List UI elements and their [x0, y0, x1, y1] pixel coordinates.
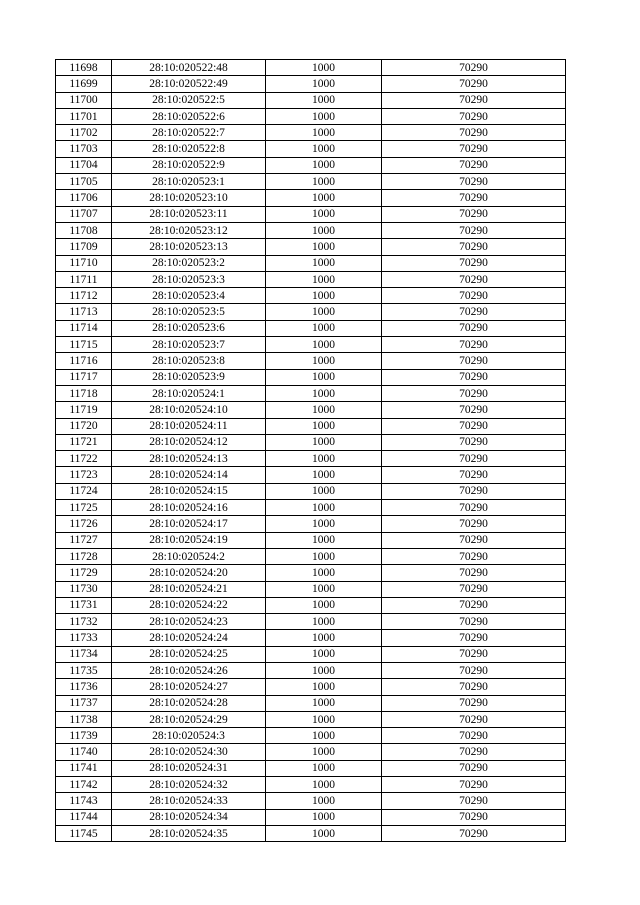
area-cell: 1000	[266, 141, 382, 157]
value-cell: 70290	[382, 809, 566, 825]
value-cell: 70290	[382, 320, 566, 336]
area-cell: 1000	[266, 157, 382, 173]
cadastral-number-cell: 28:10:020522:9	[112, 157, 266, 173]
area-cell: 1000	[266, 630, 382, 646]
row-number-cell: 11706	[56, 190, 112, 206]
area-cell: 1000	[266, 418, 382, 434]
value-cell: 70290	[382, 728, 566, 744]
table-row	[56, 581, 566, 597]
area-cell: 1000	[266, 483, 382, 499]
table-row	[56, 125, 566, 141]
area-cell: 1000	[266, 825, 382, 841]
area-cell: 1000	[266, 304, 382, 320]
cadastral-number-cell: 28:10:020522:7	[112, 125, 266, 141]
cadastral-number-cell: 28:10:020524:33	[112, 793, 266, 809]
area-cell: 1000	[266, 288, 382, 304]
value-cell: 70290	[382, 222, 566, 238]
value-cell: 70290	[382, 711, 566, 727]
area-cell: 1000	[266, 369, 382, 385]
area-cell: 1000	[266, 255, 382, 271]
value-cell: 70290	[382, 467, 566, 483]
table-row	[56, 190, 566, 206]
row-number-cell: 11710	[56, 255, 112, 271]
row-number-cell: 11714	[56, 320, 112, 336]
cadastral-number-cell: 28:10:020522:49	[112, 76, 266, 92]
value-cell: 70290	[382, 825, 566, 841]
cadastral-number-cell: 28:10:020524:25	[112, 646, 266, 662]
value-cell: 70290	[382, 60, 566, 76]
value-cell: 70290	[382, 565, 566, 581]
table-row	[56, 532, 566, 548]
row-number-cell: 11707	[56, 206, 112, 222]
row-number-cell: 11704	[56, 157, 112, 173]
area-cell: 1000	[266, 108, 382, 124]
value-cell: 70290	[382, 288, 566, 304]
row-number-cell: 11699	[56, 76, 112, 92]
table-row	[56, 288, 566, 304]
area-cell: 1000	[266, 532, 382, 548]
value-cell: 70290	[382, 793, 566, 809]
area-cell: 1000	[266, 125, 382, 141]
row-number-cell: 11729	[56, 565, 112, 581]
table-row	[56, 646, 566, 662]
table-row	[56, 385, 566, 401]
cadastral-number-cell: 28:10:020523:10	[112, 190, 266, 206]
row-number-cell: 11716	[56, 353, 112, 369]
area-cell: 1000	[266, 728, 382, 744]
area-cell: 1000	[266, 695, 382, 711]
row-number-cell: 11705	[56, 174, 112, 190]
table-row	[56, 60, 566, 76]
cadastral-number-cell: 28:10:020524:32	[112, 777, 266, 793]
row-number-cell: 11702	[56, 125, 112, 141]
value-cell: 70290	[382, 614, 566, 630]
table-row	[56, 239, 566, 255]
value-cell: 70290	[382, 76, 566, 92]
table-row	[56, 760, 566, 776]
value-cell: 70290	[382, 206, 566, 222]
cadastral-number-cell: 28:10:020523:6	[112, 320, 266, 336]
table-row	[56, 337, 566, 353]
value-cell: 70290	[382, 402, 566, 418]
cadastral-number-cell: 28:10:020524:11	[112, 418, 266, 434]
area-cell: 1000	[266, 353, 382, 369]
row-number-cell: 11698	[56, 60, 112, 76]
area-cell: 1000	[266, 271, 382, 287]
area-cell: 1000	[266, 679, 382, 695]
value-cell: 70290	[382, 190, 566, 206]
value-cell: 70290	[382, 679, 566, 695]
table-row	[56, 728, 566, 744]
area-cell: 1000	[266, 434, 382, 450]
row-number-cell: 11711	[56, 271, 112, 287]
table-row	[56, 76, 566, 92]
value-cell: 70290	[382, 125, 566, 141]
row-number-cell: 11703	[56, 141, 112, 157]
table-row	[56, 467, 566, 483]
cadastral-number-cell: 28:10:020524:2	[112, 548, 266, 564]
value-cell: 70290	[382, 353, 566, 369]
row-number-cell: 11700	[56, 92, 112, 108]
table-row	[56, 630, 566, 646]
value-cell: 70290	[382, 434, 566, 450]
table-row	[56, 255, 566, 271]
table-row	[56, 679, 566, 695]
table-row	[56, 500, 566, 516]
value-cell: 70290	[382, 418, 566, 434]
table-row	[56, 483, 566, 499]
value-cell: 70290	[382, 271, 566, 287]
table-row	[56, 206, 566, 222]
value-cell: 70290	[382, 483, 566, 499]
area-cell: 1000	[266, 402, 382, 418]
row-number-cell: 11719	[56, 402, 112, 418]
row-number-cell: 11717	[56, 369, 112, 385]
value-cell: 70290	[382, 174, 566, 190]
table-row	[56, 304, 566, 320]
area-cell: 1000	[266, 711, 382, 727]
value-cell: 70290	[382, 548, 566, 564]
table-row	[56, 451, 566, 467]
value-cell: 70290	[382, 630, 566, 646]
table-row	[56, 744, 566, 760]
area-cell: 1000	[266, 565, 382, 581]
row-number-cell: 11718	[56, 385, 112, 401]
table-row	[56, 402, 566, 418]
cadastral-number-cell: 28:10:020523:3	[112, 271, 266, 287]
cadastral-number-cell: 28:10:020524:34	[112, 809, 266, 825]
row-number-cell: 11720	[56, 418, 112, 434]
row-number-cell: 11724	[56, 483, 112, 499]
row-number-cell: 11725	[56, 500, 112, 516]
cadastral-number-cell: 28:10:020524:17	[112, 516, 266, 532]
table-row	[56, 565, 566, 581]
area-cell: 1000	[266, 581, 382, 597]
row-number-cell: 11733	[56, 630, 112, 646]
area-cell: 1000	[266, 777, 382, 793]
area-cell: 1000	[266, 467, 382, 483]
row-number-cell: 11732	[56, 614, 112, 630]
table-row	[56, 222, 566, 238]
cadastral-number-cell: 28:10:020523:4	[112, 288, 266, 304]
cadastral-number-cell: 28:10:020524:23	[112, 614, 266, 630]
area-cell: 1000	[266, 337, 382, 353]
area-cell: 1000	[266, 597, 382, 613]
value-cell: 70290	[382, 451, 566, 467]
value-cell: 70290	[382, 304, 566, 320]
area-cell: 1000	[266, 662, 382, 678]
value-cell: 70290	[382, 500, 566, 516]
cadastral-number-cell: 28:10:020524:24	[112, 630, 266, 646]
cadastral-number-cell: 28:10:020524:12	[112, 434, 266, 450]
table-row	[56, 548, 566, 564]
table-row	[56, 174, 566, 190]
row-number-cell: 11731	[56, 597, 112, 613]
cadastral-number-cell: 28:10:020524:20	[112, 565, 266, 581]
table-row	[56, 353, 566, 369]
data-table	[55, 59, 566, 842]
cadastral-number-cell: 28:10:020524:14	[112, 467, 266, 483]
value-cell: 70290	[382, 777, 566, 793]
row-number-cell: 11709	[56, 239, 112, 255]
table-row	[56, 825, 566, 841]
area-cell: 1000	[266, 548, 382, 564]
cadastral-number-cell: 28:10:020523:8	[112, 353, 266, 369]
table-row	[56, 108, 566, 124]
table-row	[56, 695, 566, 711]
row-number-cell: 11734	[56, 646, 112, 662]
row-number-cell: 11743	[56, 793, 112, 809]
value-cell: 70290	[382, 255, 566, 271]
cadastral-number-cell: 28:10:020523:13	[112, 239, 266, 255]
row-number-cell: 11722	[56, 451, 112, 467]
cadastral-number-cell: 28:10:020524:3	[112, 728, 266, 744]
row-number-cell: 11728	[56, 548, 112, 564]
table-row	[56, 157, 566, 173]
table-row	[56, 711, 566, 727]
table-row	[56, 597, 566, 613]
area-cell: 1000	[266, 760, 382, 776]
cadastral-number-cell: 28:10:020524:31	[112, 760, 266, 776]
area-cell: 1000	[266, 76, 382, 92]
cadastral-number-cell: 28:10:020524:21	[112, 581, 266, 597]
table-row	[56, 793, 566, 809]
cadastral-number-cell: 28:10:020524:27	[112, 679, 266, 695]
row-number-cell: 11741	[56, 760, 112, 776]
cadastral-number-cell: 28:10:020524:19	[112, 532, 266, 548]
cadastral-number-cell: 28:10:020524:22	[112, 597, 266, 613]
row-number-cell: 11723	[56, 467, 112, 483]
table-row	[56, 92, 566, 108]
row-number-cell: 11735	[56, 662, 112, 678]
row-number-cell: 11727	[56, 532, 112, 548]
value-cell: 70290	[382, 108, 566, 124]
row-number-cell: 11744	[56, 809, 112, 825]
area-cell: 1000	[266, 190, 382, 206]
cadastral-number-cell: 28:10:020524:26	[112, 662, 266, 678]
area-cell: 1000	[266, 174, 382, 190]
cadastral-number-cell: 28:10:020524:29	[112, 711, 266, 727]
row-number-cell: 11742	[56, 777, 112, 793]
cadastral-number-cell: 28:10:020523:7	[112, 337, 266, 353]
cadastral-number-cell: 28:10:020524:30	[112, 744, 266, 760]
table-row	[56, 777, 566, 793]
row-number-cell: 11701	[56, 108, 112, 124]
row-number-cell: 11737	[56, 695, 112, 711]
cadastral-number-cell: 28:10:020524:1	[112, 385, 266, 401]
cadastral-number-cell: 28:10:020523:12	[112, 222, 266, 238]
table-row	[56, 434, 566, 450]
table-row	[56, 141, 566, 157]
value-cell: 70290	[382, 662, 566, 678]
cadastral-number-cell: 28:10:020523:1	[112, 174, 266, 190]
table-row	[56, 516, 566, 532]
area-cell: 1000	[266, 744, 382, 760]
table-row	[56, 369, 566, 385]
cadastral-number-cell: 28:10:020524:13	[112, 451, 266, 467]
row-number-cell: 11736	[56, 679, 112, 695]
row-number-cell: 11721	[56, 434, 112, 450]
area-cell: 1000	[266, 92, 382, 108]
cadastral-number-cell: 28:10:020524:10	[112, 402, 266, 418]
value-cell: 70290	[382, 157, 566, 173]
cadastral-number-cell: 28:10:020522:5	[112, 92, 266, 108]
value-cell: 70290	[382, 646, 566, 662]
row-number-cell: 11712	[56, 288, 112, 304]
area-cell: 1000	[266, 809, 382, 825]
cadastral-number-cell: 28:10:020524:35	[112, 825, 266, 841]
table-row	[56, 662, 566, 678]
row-number-cell: 11738	[56, 711, 112, 727]
area-cell: 1000	[266, 222, 382, 238]
area-cell: 1000	[266, 60, 382, 76]
cadastral-number-cell: 28:10:020523:9	[112, 369, 266, 385]
row-number-cell: 11708	[56, 222, 112, 238]
area-cell: 1000	[266, 500, 382, 516]
area-cell: 1000	[266, 646, 382, 662]
value-cell: 70290	[382, 581, 566, 597]
cadastral-number-cell: 28:10:020523:2	[112, 255, 266, 271]
area-cell: 1000	[266, 614, 382, 630]
value-cell: 70290	[382, 141, 566, 157]
row-number-cell: 11713	[56, 304, 112, 320]
table-row	[56, 320, 566, 336]
value-cell: 70290	[382, 744, 566, 760]
table-row	[56, 418, 566, 434]
value-cell: 70290	[382, 516, 566, 532]
cadastral-number-cell: 28:10:020523:11	[112, 206, 266, 222]
area-cell: 1000	[266, 793, 382, 809]
cadastral-number-cell: 28:10:020523:5	[112, 304, 266, 320]
row-number-cell: 11726	[56, 516, 112, 532]
area-cell: 1000	[266, 239, 382, 255]
value-cell: 70290	[382, 695, 566, 711]
row-number-cell: 11740	[56, 744, 112, 760]
value-cell: 70290	[382, 385, 566, 401]
cadastral-number-cell: 28:10:020524:16	[112, 500, 266, 516]
area-cell: 1000	[266, 385, 382, 401]
area-cell: 1000	[266, 206, 382, 222]
area-cell: 1000	[266, 451, 382, 467]
value-cell: 70290	[382, 760, 566, 776]
row-number-cell: 11739	[56, 728, 112, 744]
value-cell: 70290	[382, 369, 566, 385]
cadastral-number-cell: 28:10:020522:6	[112, 108, 266, 124]
value-cell: 70290	[382, 92, 566, 108]
cadastral-number-cell: 28:10:020524:15	[112, 483, 266, 499]
table-row	[56, 271, 566, 287]
row-number-cell: 11745	[56, 825, 112, 841]
area-cell: 1000	[266, 320, 382, 336]
table-body	[56, 60, 566, 842]
cadastral-number-cell: 28:10:020522:48	[112, 60, 266, 76]
value-cell: 70290	[382, 337, 566, 353]
table-row	[56, 809, 566, 825]
row-number-cell: 11715	[56, 337, 112, 353]
row-number-cell: 11730	[56, 581, 112, 597]
value-cell: 70290	[382, 239, 566, 255]
area-cell: 1000	[266, 516, 382, 532]
table-row	[56, 614, 566, 630]
value-cell: 70290	[382, 597, 566, 613]
cadastral-number-cell: 28:10:020524:28	[112, 695, 266, 711]
cadastral-number-cell: 28:10:020522:8	[112, 141, 266, 157]
value-cell: 70290	[382, 532, 566, 548]
